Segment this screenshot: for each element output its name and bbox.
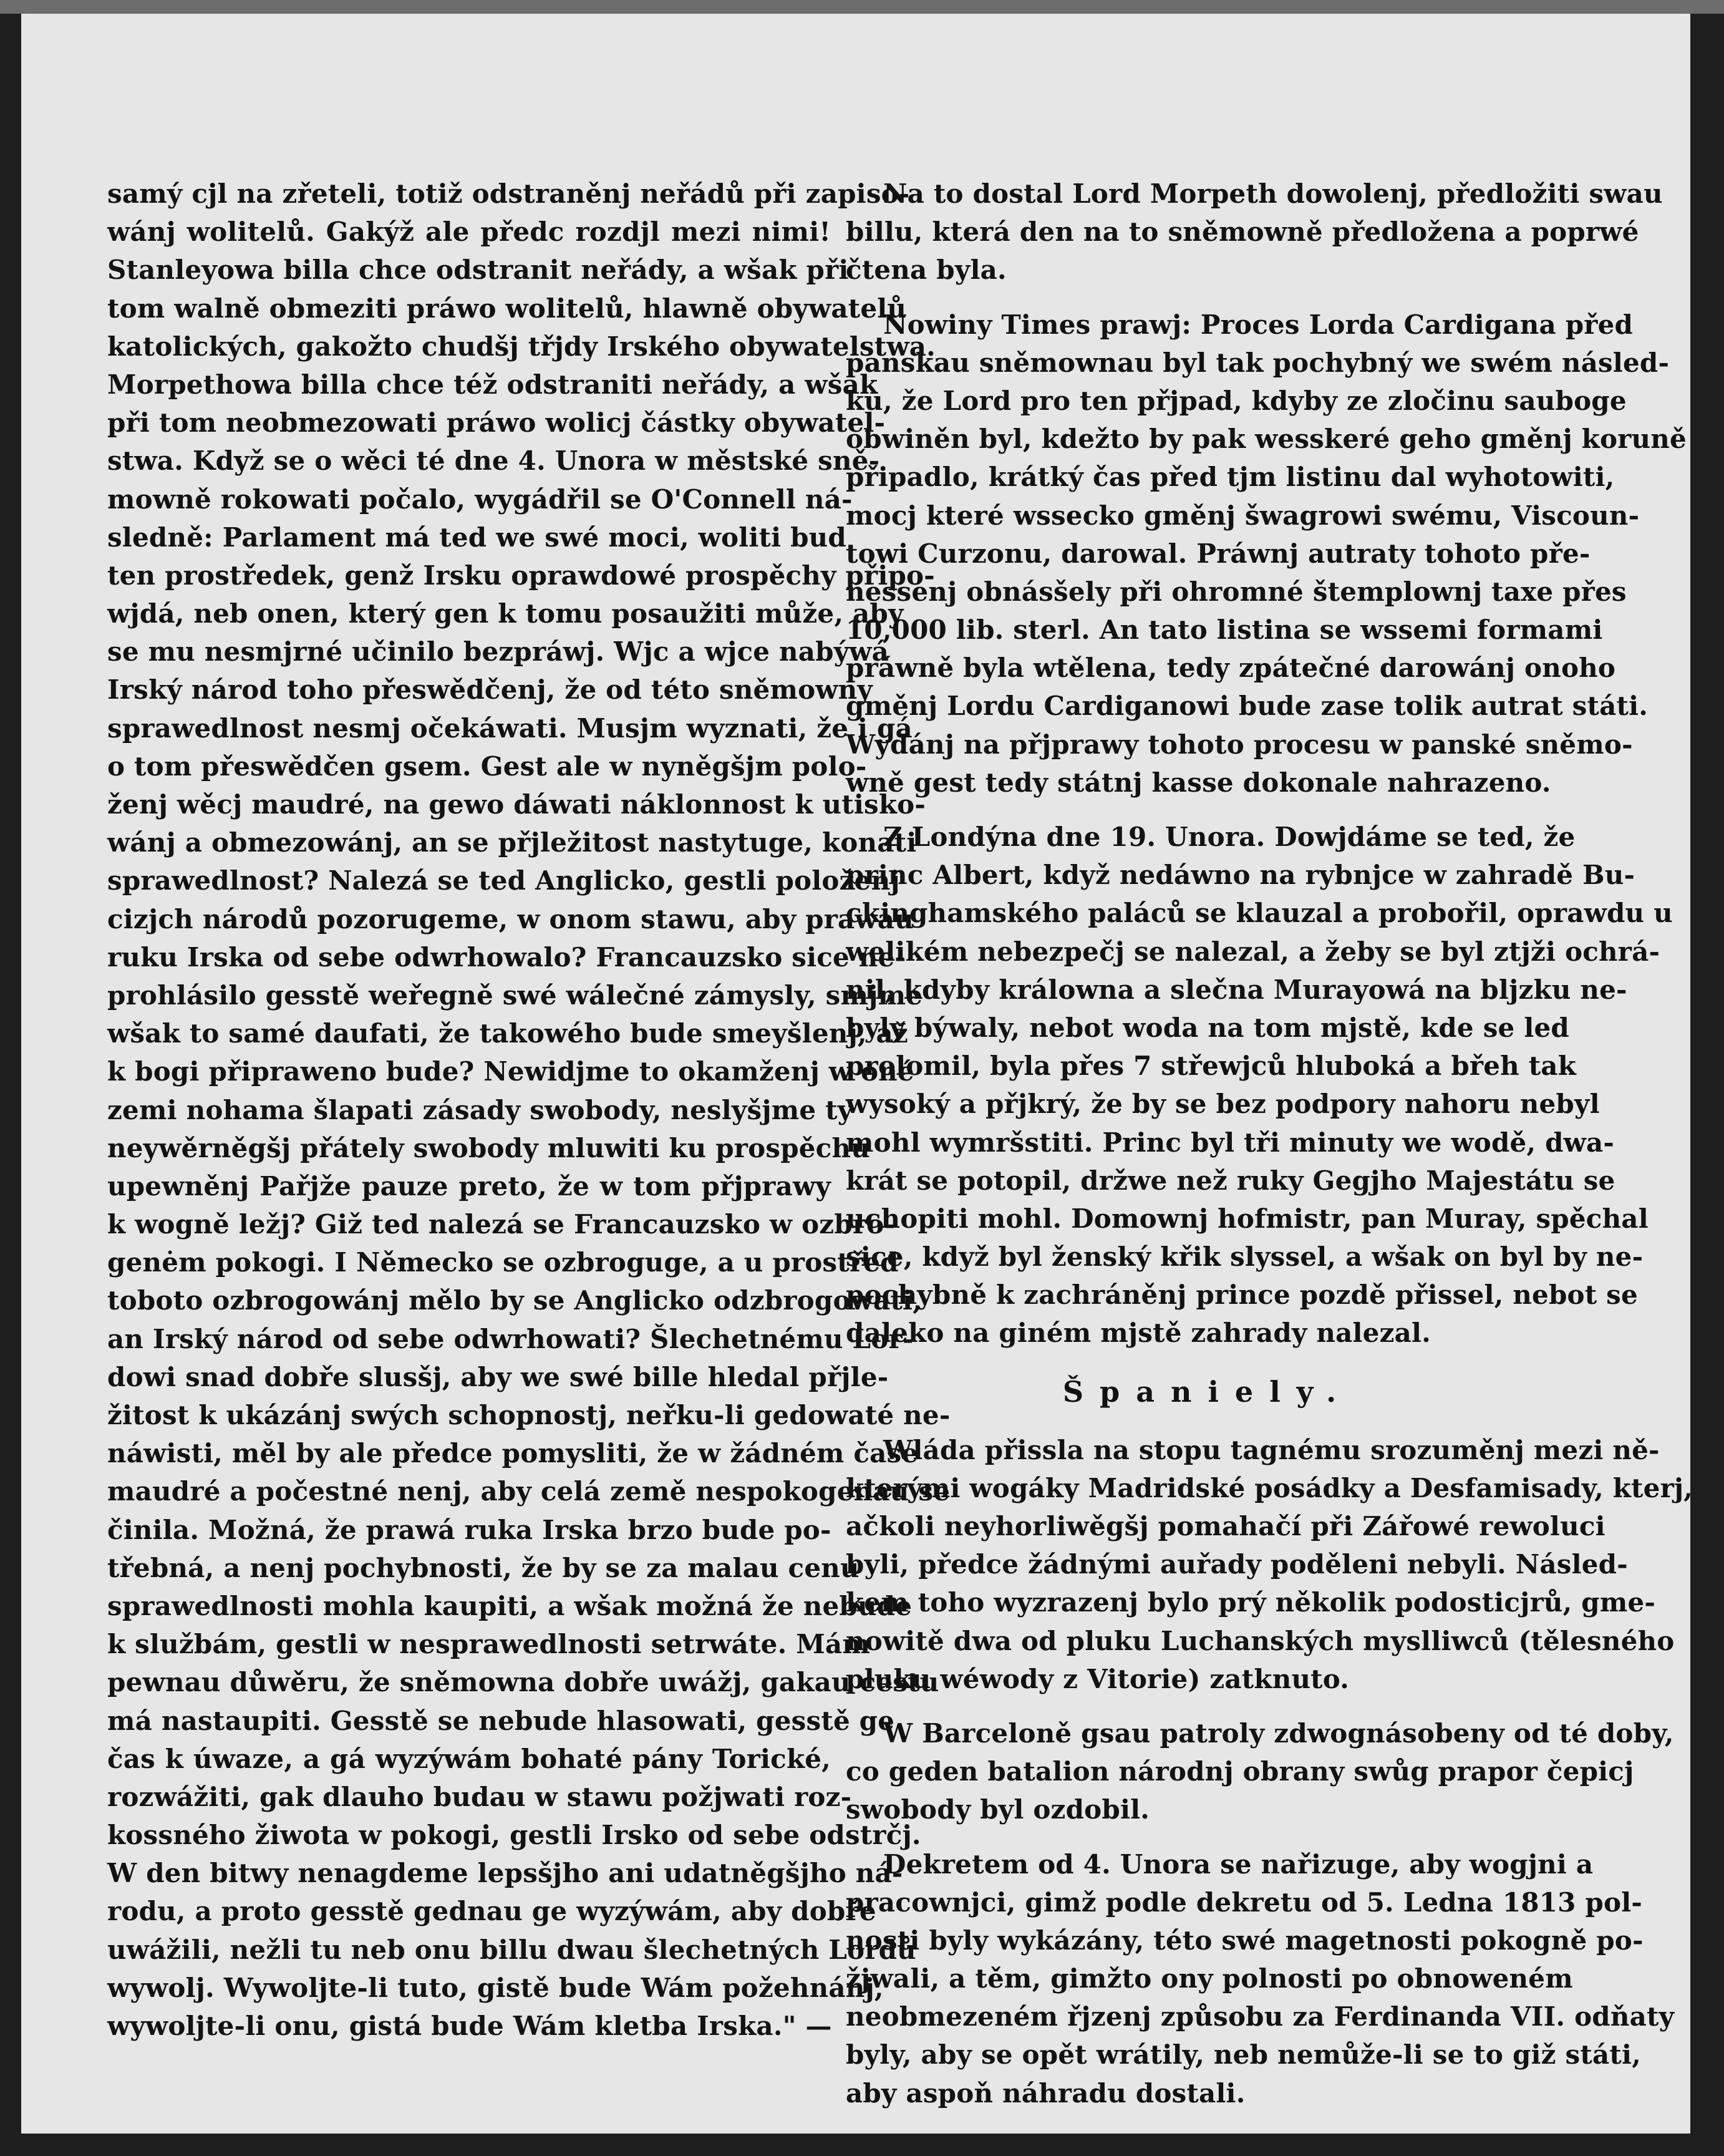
- text-line: wšak to samé daufati, že takowého bude smeyšlenj, až: [107, 1018, 908, 1049]
- text-line: práwně byla wtělena, tedy zpátečné darowánj onoho: [846, 653, 1616, 684]
- text-line: wysoký a přjkrý, že by se bez podpory nahoru nebyl: [846, 1089, 1600, 1120]
- text-line: třebná, a nenj pochybnosti, že by se za malau cenu: [107, 1552, 860, 1583]
- section-heading-spain: Španiely.: [1062, 1374, 1353, 1409]
- text-line: k službám, gestli w nesprawedlnosti setrwáte. Mám: [107, 1629, 870, 1660]
- text-line: W den bitwy nenagdeme lepsšjho ani udatněgšjho ná-: [107, 1858, 903, 1889]
- text-line: wjdá, neb onen, který gen k tomu posaužiti může, aby: [107, 598, 904, 629]
- text-line: princ Albert, když nedáwno na rybnjce w zahradě Bu-: [846, 860, 1635, 891]
- text-line: činila. Možná, že prawá ruka Irska brzo bude po-: [107, 1514, 831, 1545]
- text-line: ruku Irska od sebe odwrhowalo? Francauzsko sice ne-: [107, 941, 906, 973]
- text-line: kossného žiwota w pokogi, gestli Irsko od sebe odstrčj.: [107, 1820, 921, 1851]
- text-line: maudré a počestné nenj, aby celá země nespokogenau se: [107, 1476, 951, 1507]
- text-line: katolických, gakožto chudšj třjdy Irského obywatelstwa.: [107, 331, 936, 362]
- text-line: žjwali, a těm, gimžto ony polnosti po obnoweném: [846, 1963, 1573, 1994]
- paragraph-madrid-plot: [846, 1431, 1693, 1698]
- text-line: sice, když byl ženský křik slyssel, a wšak on byl by ne-: [846, 1241, 1644, 1273]
- text-line: mocj které wssecko gměnj šwagrowi swému, Viscoun-: [846, 500, 1640, 531]
- text-line: rozwážiti, gak dlauho budau w stawu požjwati roz-: [107, 1781, 852, 1812]
- paragraph-decree: [846, 1845, 1675, 2112]
- text-line: Z Londýna dne 19. Unora. Dowjdáme se ted, že: [883, 822, 1576, 852]
- text-line: připadlo, krátký čas před tjm listinu dal wyhotowiti,: [846, 462, 1615, 493]
- text-line: Na to dostal Lord Morpeth dowolenj, předložiti swau: [883, 178, 1663, 209]
- text-line: pluku wéwody z Vitorie) zatknuto.: [846, 1663, 1350, 1694]
- text-line: welikém nebezpečj se nalezal, a žeby se byl ztjži ochrá-: [846, 936, 1660, 967]
- text-line: nowitě dwa od pluku Luchanských myslliwců (tělesného: [846, 1625, 1675, 1656]
- text-line: Morpethowa billa chce též odstraniti neřády, a wšak: [107, 369, 878, 400]
- text-line: Dekretem od 4. Unora se nařizuge, aby wogjni a: [883, 1848, 1594, 1880]
- text-line: co geden batalion národnj obrany swůg prapor čepicj: [846, 1756, 1634, 1787]
- text-line: Nowiny Times prawj: Proces Lorda Cardigana před: [883, 309, 1634, 340]
- text-line: neywěrněgšj přátely swobody mluwiti ku prospěchu: [107, 1132, 870, 1163]
- text-line: Irský národ toho přeswědčenj, že od této sněmowny: [107, 674, 873, 706]
- text-line: se mu nesmjrné učinilo bezpráwj. Wjc a wjce nabýwá: [107, 636, 889, 668]
- text-line: cizjch národů pozorugeme, w onom stawu, aby prawau: [107, 903, 914, 935]
- text-line: wywoljte-li onu, gistá bude Wám kletba Irska." —: [107, 2011, 832, 2041]
- text-line: byli, předce žádnými auřady poděleni nebyli. Násled-: [846, 1549, 1628, 1580]
- text-line: wně gest tedy státnj kasse dokonale nahrazeno.: [846, 767, 1551, 798]
- text-line: k wogně ležj? Giž ted nalezá se Francauzsko w ozbro-: [107, 1209, 896, 1240]
- text-line: Wydánj na přjprawy tohoto procesu w panské sněmo-: [846, 729, 1633, 760]
- text-line: uchopiti mohl. Domownj hofmistr, pan Muray, spěchal: [846, 1203, 1649, 1234]
- text-line: towi Curzonu, darowal. Práwnj autraty tohoto pře-: [846, 538, 1591, 569]
- text-line: ženj wěcj maudré, na gewo dáwati náklonnost k utisko-: [107, 789, 926, 820]
- text-line: sprawedlnost nesmj očekáwati. Musjm wyznati, že i gá: [107, 712, 913, 744]
- text-line: mowně rokowati počalo, wygádřil se O'Connell ná-: [107, 483, 853, 515]
- text-line: zemi nohama šlapati zásady swobody, neslyšjme ty: [107, 1094, 853, 1125]
- right-column: [846, 175, 1693, 2112]
- text-line: sprawedlnost? Nalezá se ted Anglicko, gestli položenj: [107, 865, 900, 896]
- paragraph-times-cardigan: [846, 306, 1687, 802]
- text-line: kem toho wyzrazenj bylo prý několik podosticjrů, gme-: [846, 1587, 1656, 1618]
- scan-top-edge: [0, 0, 1724, 14]
- text-line: uwážili, nežli tu neb onu billu dwau šlechetných Lordů: [107, 1934, 916, 1965]
- text-line: k bogi připraweno bude? Newidjme to okamženj w oné: [107, 1056, 914, 1087]
- text-line: náwisti, měl by ale předce pomysliti, že w žádném čase: [107, 1438, 919, 1469]
- text-line: byly býwaly, nebot woda na tom mjstě, kde se led: [846, 1012, 1569, 1043]
- text-line: čtena byla.: [846, 255, 1007, 286]
- text-line: byly, aby se opět wrátily, neb nemůže-li se to giž státi,: [846, 2039, 1641, 2071]
- text-line: ačkoli neyhorliwěgšj pomahačí při Zářowé rewoluci: [846, 1511, 1605, 1542]
- text-line: billu, která den na to sněmowně předložena a poprwé: [846, 216, 1639, 248]
- text-line: Stanleyowa billa chce odstranit neřády, a wšak při: [107, 255, 849, 286]
- paragraph-london-prince-albert: [846, 818, 1673, 1352]
- text-line: čas k úwaze, a gá wyzýwám bohaté pány Torické,: [107, 1743, 831, 1774]
- text-line: an Irský národ od sebe odwrhowati? Šlechetnému Lor-: [107, 1323, 914, 1354]
- text-line: gměnj Lordu Cardiganowi bude zase tolik autrat státi.: [846, 691, 1649, 722]
- text-line: při tom neobmezowati práwo wolicj částky obywatel-: [107, 407, 886, 439]
- text-line: o tom přeswědčen gsem. Gest ale w nyněgšjm polo-: [107, 750, 867, 782]
- text-line: pracownjci, gimž podle dekretu od 5. Ledna 1813 pol-: [846, 1886, 1642, 1918]
- text-line: ckinghamského paláců se klauzal a probořil, oprawdu u: [846, 898, 1673, 929]
- text-line: aby aspoň náhradu dostali.: [846, 2077, 1246, 2109]
- text-line: tom walně obmeziti práwo wolitelů, hlawně obywatelů: [107, 293, 907, 324]
- text-line: Wláda přissla na stopu tagnému srozuměnj mezi ně-: [883, 1434, 1660, 1465]
- paragraph-barcelona-patrols: [846, 1714, 1674, 1829]
- text-line: má nastaupiti. Gesstě se nebude hlasowati, gesstě ge: [107, 1705, 895, 1736]
- text-line: pochybně k zachráněnj prince pozdě přissel, nebot se: [846, 1280, 1638, 1311]
- text-line: stwa. Když se o wěci té dne 4. Unora w městské sně-: [107, 445, 880, 477]
- text-line: wánj wolitelů. Gakýž ale předc rozdjl mezi nimi!: [107, 216, 831, 248]
- text-line: sprawedlnosti mohla kaupiti, a wšak možná že nebude: [107, 1590, 913, 1621]
- text-line: W Barceloně gsau patroly zdwognásobeny od té doby,: [883, 1717, 1674, 1749]
- text-line: panskau sněmownau byl tak pochybný we swém násled-: [846, 347, 1670, 378]
- text-line: nessenj obnásšely při ohromné štemplownj taxe přes: [846, 576, 1627, 607]
- text-line: swobody byl ozdobil.: [846, 1794, 1150, 1825]
- text-line: nosti byly wykázány, této swé magetnosti pokogně po-: [846, 1925, 1644, 1956]
- text-line: kterými wogáky Madridské posádky a Desfamisady, kterj,: [846, 1472, 1693, 1503]
- text-line: toboto ozbrogowánj mělo by se Anglicko odzbrogowati,: [107, 1285, 923, 1316]
- text-line: 10,000 lib. sterl. An tato listina se wssemi formami: [846, 614, 1603, 646]
- text-line: žitost k ukázánj swých schopnostj, neřku-li gedowaté ne-: [107, 1400, 951, 1430]
- text-line: upewněnj Pařjže pauze preto, že w tom přjprawy: [107, 1170, 831, 1202]
- text-line: dowi snad dobře slusšj, aby we swé bille hledal přjle-: [107, 1361, 889, 1392]
- text-line: nil, kdyby králowna a slečna Murayowá na bljzku ne-: [846, 974, 1627, 1005]
- text-line: mohl wymršstiti. Princ byl tři minuty we wodě, dwa-: [846, 1127, 1615, 1158]
- text-line: prolomil, byla přes 7 střewjců hluboká a břeh tak: [846, 1051, 1577, 1082]
- text-line: obwiněn byl, kdežto by pak wesskeré geho gměnj koruně: [846, 424, 1687, 455]
- text-line: genėm pokogi. I Německo se ozbroguge, a u prostřed: [107, 1247, 899, 1278]
- text-line: samý cjl na zřeteli, totiž odstraněnj neřádů při zapiso-: [107, 178, 910, 209]
- text-line: wywolj. Wywoljte-li tuto, gistě bude Wám požehnánj,: [107, 1972, 884, 2003]
- text-line: ten prostředek, genž Irsku oprawdowé prospěchy připo-: [107, 560, 935, 591]
- newspaper-page: [21, 14, 1693, 2134]
- text-line: krát se potopil, držwe než ruky Gegjho Majestátu se: [846, 1165, 1615, 1196]
- text-line: sledně: Parlament má ted we swé moci, woliti bud: [107, 522, 846, 553]
- text-line: prohlásilo gesstě weřegně swé wálečné zámysly, smjme: [107, 979, 923, 1011]
- text-line: wánj a obmezowánj, an se přjležitost nastytuge, konati: [107, 827, 917, 858]
- text-line: rodu, a proto gesstě gednau ge wyzýwám, aby dobře: [107, 1896, 876, 1927]
- text-line: pewnau důwěru, že sněmowna dobře uwážj, gakau cestu: [107, 1667, 939, 1698]
- text-line: daleko na giném mjstě zahrady nalezal.: [846, 1318, 1431, 1349]
- text-line: ku, že Lord pro ten přjpad, kdyby ze zločinu sauboge: [846, 385, 1627, 416]
- text-line: neobmezeném řjzenj způsobu za Ferdinanda VII. odňaty: [846, 2001, 1675, 2032]
- paragraph-morpeth-bill: [846, 175, 1663, 289]
